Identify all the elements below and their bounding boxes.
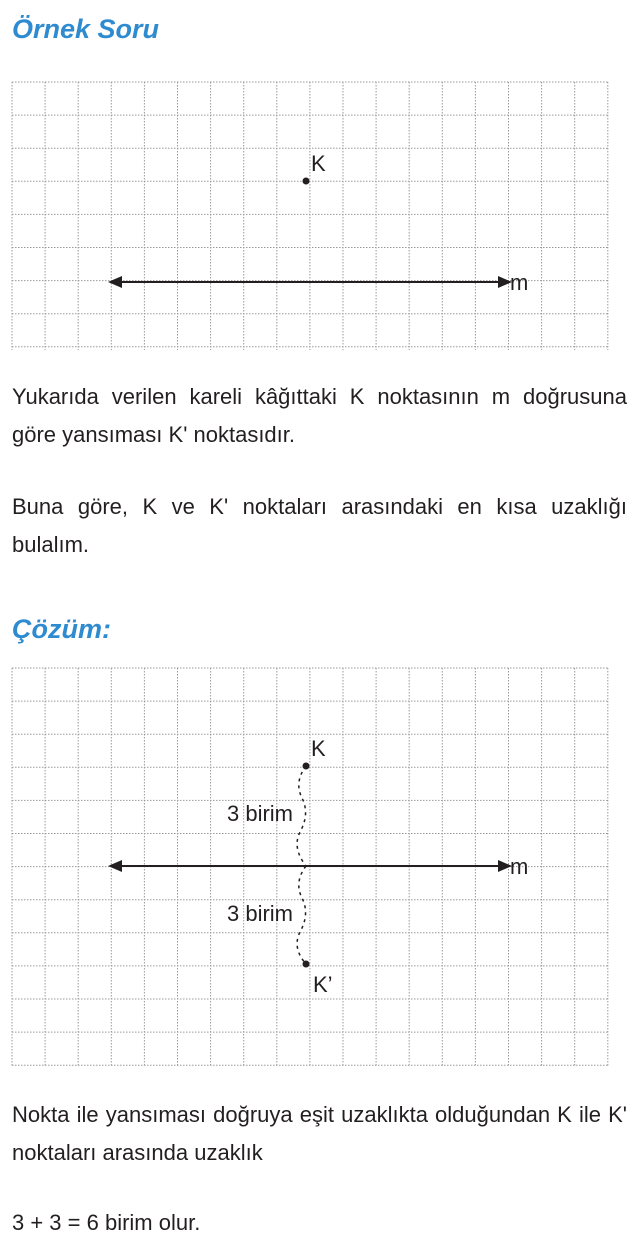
point-k: [303, 763, 310, 770]
solution-grid: [0, 666, 637, 1068]
solution-grid-svg: [0, 666, 637, 1068]
solution-heading: Çözüm:: [12, 614, 111, 644]
point-k-prime-label: K’: [313, 972, 333, 997]
question-paragraph-2: Buna göre, K ve K' noktaları arasındaki en kısa uzaklığı bulalım.: [12, 494, 627, 557]
line-m-label: m: [510, 854, 529, 879]
point-k-label: K: [311, 151, 326, 176]
result-line: 3 + 3 = 6 birim olur.: [12, 1210, 201, 1235]
line-m-left-arrow: [108, 276, 122, 288]
line-m-left-arrow: [108, 860, 122, 872]
example-heading: Örnek Soru: [12, 14, 160, 44]
line-m-label: m: [510, 270, 529, 295]
example-grid: [0, 80, 637, 352]
example-grid-svg: [0, 80, 637, 352]
point-k: [303, 178, 310, 185]
grid-lines: [12, 82, 608, 350]
point-k-label: K: [311, 736, 326, 761]
lower-distance-brace: [297, 866, 306, 964]
upper-distance-brace: [297, 766, 306, 866]
upper-distance-label: 3 birim: [226, 801, 293, 826]
question-paragraph-1: Yukarıda verilen kareli kâğıttaki K noktasının m doğrusuna göre yansıması K' noktasıdır.: [12, 384, 627, 447]
point-k-prime: [303, 961, 310, 968]
lower-distance-label: 3 birim: [226, 901, 293, 926]
explanation-paragraph: Nokta ile yansıması doğruya eşit uzaklıkta olduğundan K ile K' noktaları arasında uzaklık: [12, 1102, 627, 1165]
